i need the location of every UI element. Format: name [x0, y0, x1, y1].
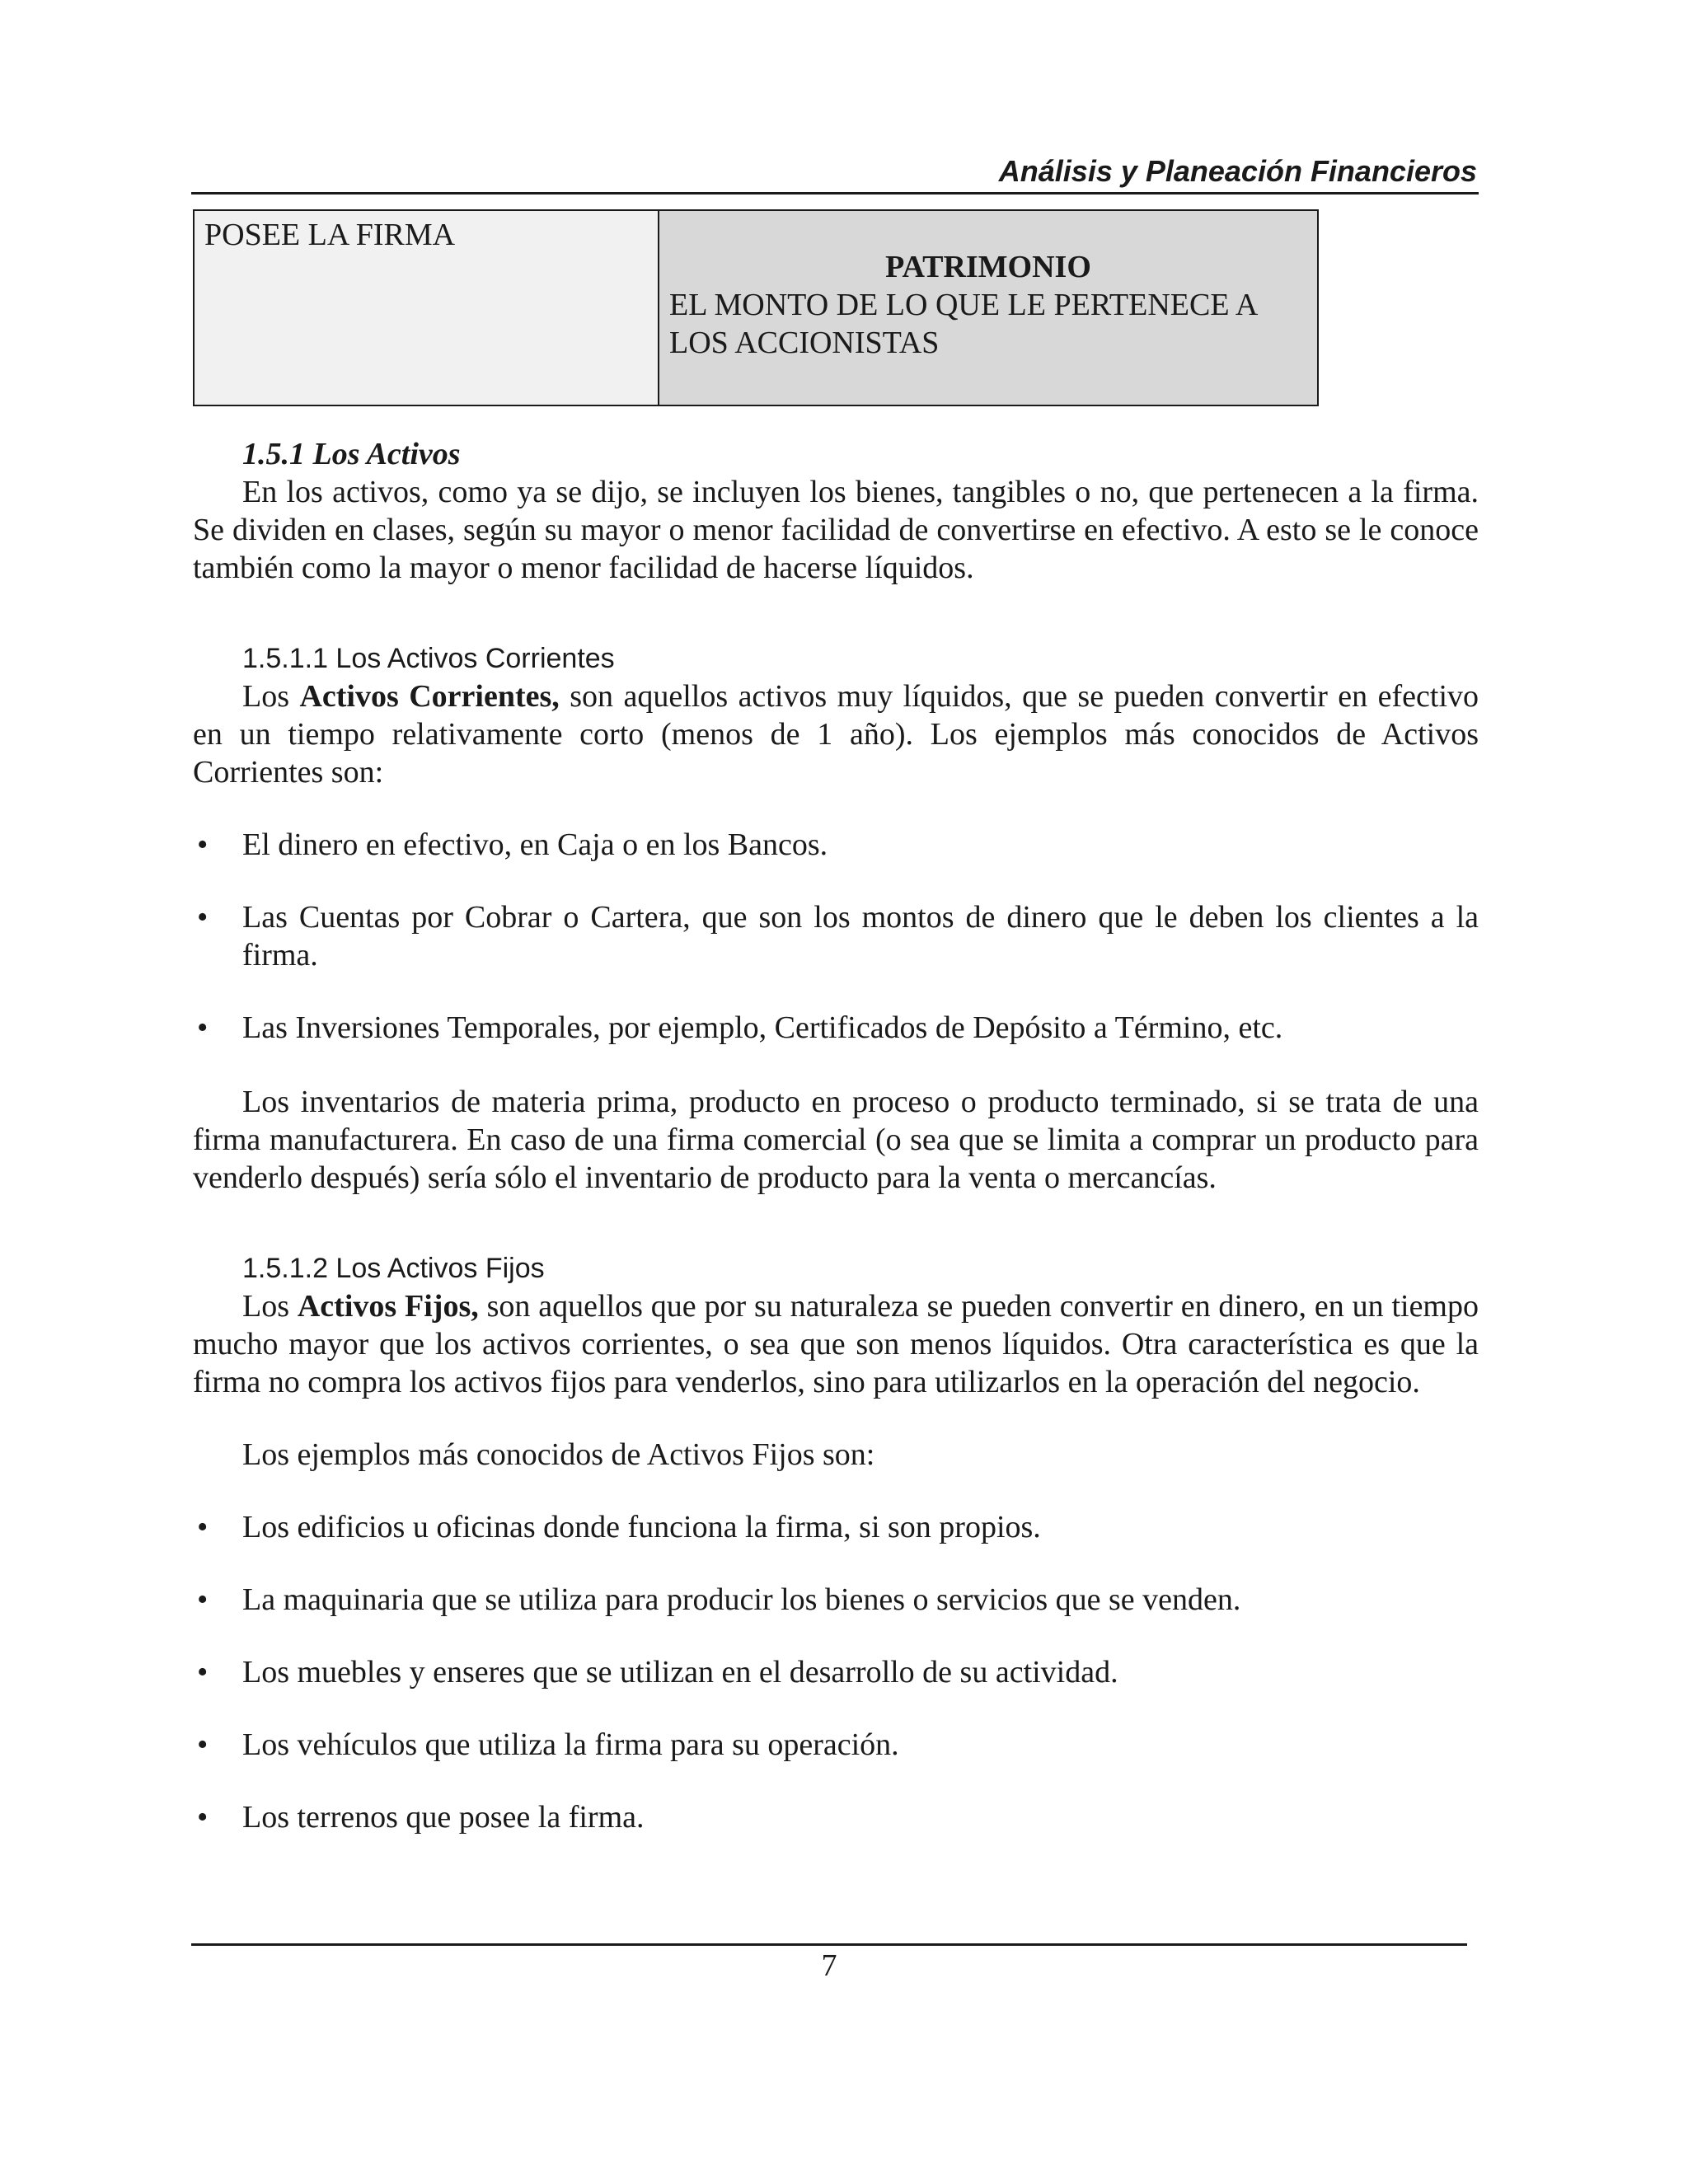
list-item [193, 1798, 1479, 1836]
list-item [193, 1009, 1479, 1047]
bullet-icon: • [197, 900, 209, 935]
paragraph-activos-corrientes-intro [193, 677, 1479, 791]
paragraph-inventarios: Los inventarios de materia prima, producto en proceso o producto terminado, si se trata de una firma manufacturera. En caso de una firma comercial (o sea que se limita a comprar un producto para venderlo después) sería sólo el inventario de producto para la venta o mercancías. [193, 1085, 1479, 1195]
bullet-icon: • [197, 1582, 209, 1617]
section-heading-los-activos: 1.5.1 Los Activos [242, 437, 461, 471]
balance-sheet-table [193, 209, 1319, 406]
subsection-heading-activos-corrientes: 1.5.1.1 Los Activos Corrientes [242, 643, 615, 674]
paragraph-rest: son aquellos activos muy líquidos, que se pueden convertir en efectivo en un tiempo relativamente corto (menos de 1 año). Los ejemplos más conocidos de Activos Corrientes son: [193, 679, 1479, 790]
list-item-text: Los vehículos que utiliza la firma para su operación. [242, 1727, 899, 1762]
bullet-icon: • [197, 1800, 209, 1835]
bullet-list-activos-fijos [193, 1508, 1479, 1836]
list-item [193, 1726, 1479, 1764]
list-item-text: Las Cuentas por Cobrar o Cartera, que son los montos de dinero que le deben los clientes a la firma. [242, 900, 1479, 972]
footer-rule [191, 1943, 1467, 1946]
bullet-icon: • [197, 827, 209, 862]
list-item [193, 826, 1479, 864]
header-rule [191, 192, 1479, 194]
list-item-text: La maquinaria que se utiliza para producir los bienes o servicios que se venden. [242, 1582, 1241, 1617]
bullet-icon: • [197, 1510, 209, 1544]
bold-term-activos-corrientes: Activos Corrientes, [299, 679, 560, 714]
table-cell-right-text: EL MONTO DE LO QUE LE PERTENECE A LOS ACCIONISTAS [669, 288, 1257, 360]
paragraph-activos-fijos-intro [193, 1287, 1479, 1401]
table-cell-equity [659, 210, 1318, 405]
list-item [193, 898, 1479, 974]
list-item [193, 1508, 1479, 1546]
table-row [194, 210, 1318, 405]
page-number: 7 [821, 1948, 837, 1983]
list-item-text: El dinero en efectivo, en Caja o en los Bancos. [242, 827, 828, 862]
list-item-text: Los muebles y enseres que se utilizan en el desarrollo de su actividad. [242, 1655, 1118, 1690]
table-cell-left-text: POSEE LA FIRMA [204, 218, 456, 252]
list-item-text: Las Inversiones Temporales, por ejemplo, Certificados de Depósito a Término, etc. [242, 1010, 1283, 1045]
main-content [193, 435, 1479, 1836]
paragraph-prefix: Los [242, 679, 300, 714]
running-header-title: Análisis y Planeación Financieros [998, 154, 1477, 188]
bullet-icon: • [197, 1010, 209, 1045]
list-item [193, 1581, 1479, 1619]
bullet-icon: • [197, 1655, 209, 1690]
list-item-text: Los terrenos que posee la firma. [242, 1800, 645, 1835]
paragraph-ejemplos-activos-fijos: Los ejemplos más conocidos de Activos Fijos son: [242, 1437, 875, 1472]
bold-term-activos-fijos: Activos Fijos, [297, 1289, 479, 1324]
list-item-text: Los edificios u oficinas donde funciona la firma, si son propios. [242, 1510, 1041, 1544]
subsection-heading-activos-fijos: 1.5.1.2 Los Activos Fijos [242, 1253, 545, 1284]
bullet-list-activos-corrientes [193, 826, 1479, 1047]
table-cell-right-title: PATRIMONIO [885, 250, 1091, 284]
paragraph-activos: En los activos, como ya se dijo, se incluyen los bienes, tangibles o no, que pertenecen a la firma. Se dividen en clases, según su mayor o menor facilidad de convertirse en efectivo. A esto se le conoce también como la mayor o menor facilidad de hacerse líquidos. [193, 475, 1479, 585]
bullet-icon: • [197, 1727, 209, 1762]
paragraph-rest: son aquellos que por su naturaleza se pueden convertir en dinero, en un tiempo mucho mayor que los activos corrientes, o sea que son menos líquidos. Otra característica es que la firma no compra los activos fijos para venderlos, sino para utilizarlos en la operación del negocio. [193, 1289, 1479, 1399]
paragraph-prefix: Los [242, 1289, 298, 1324]
table-cell-assets [194, 210, 659, 405]
list-item [193, 1653, 1479, 1691]
